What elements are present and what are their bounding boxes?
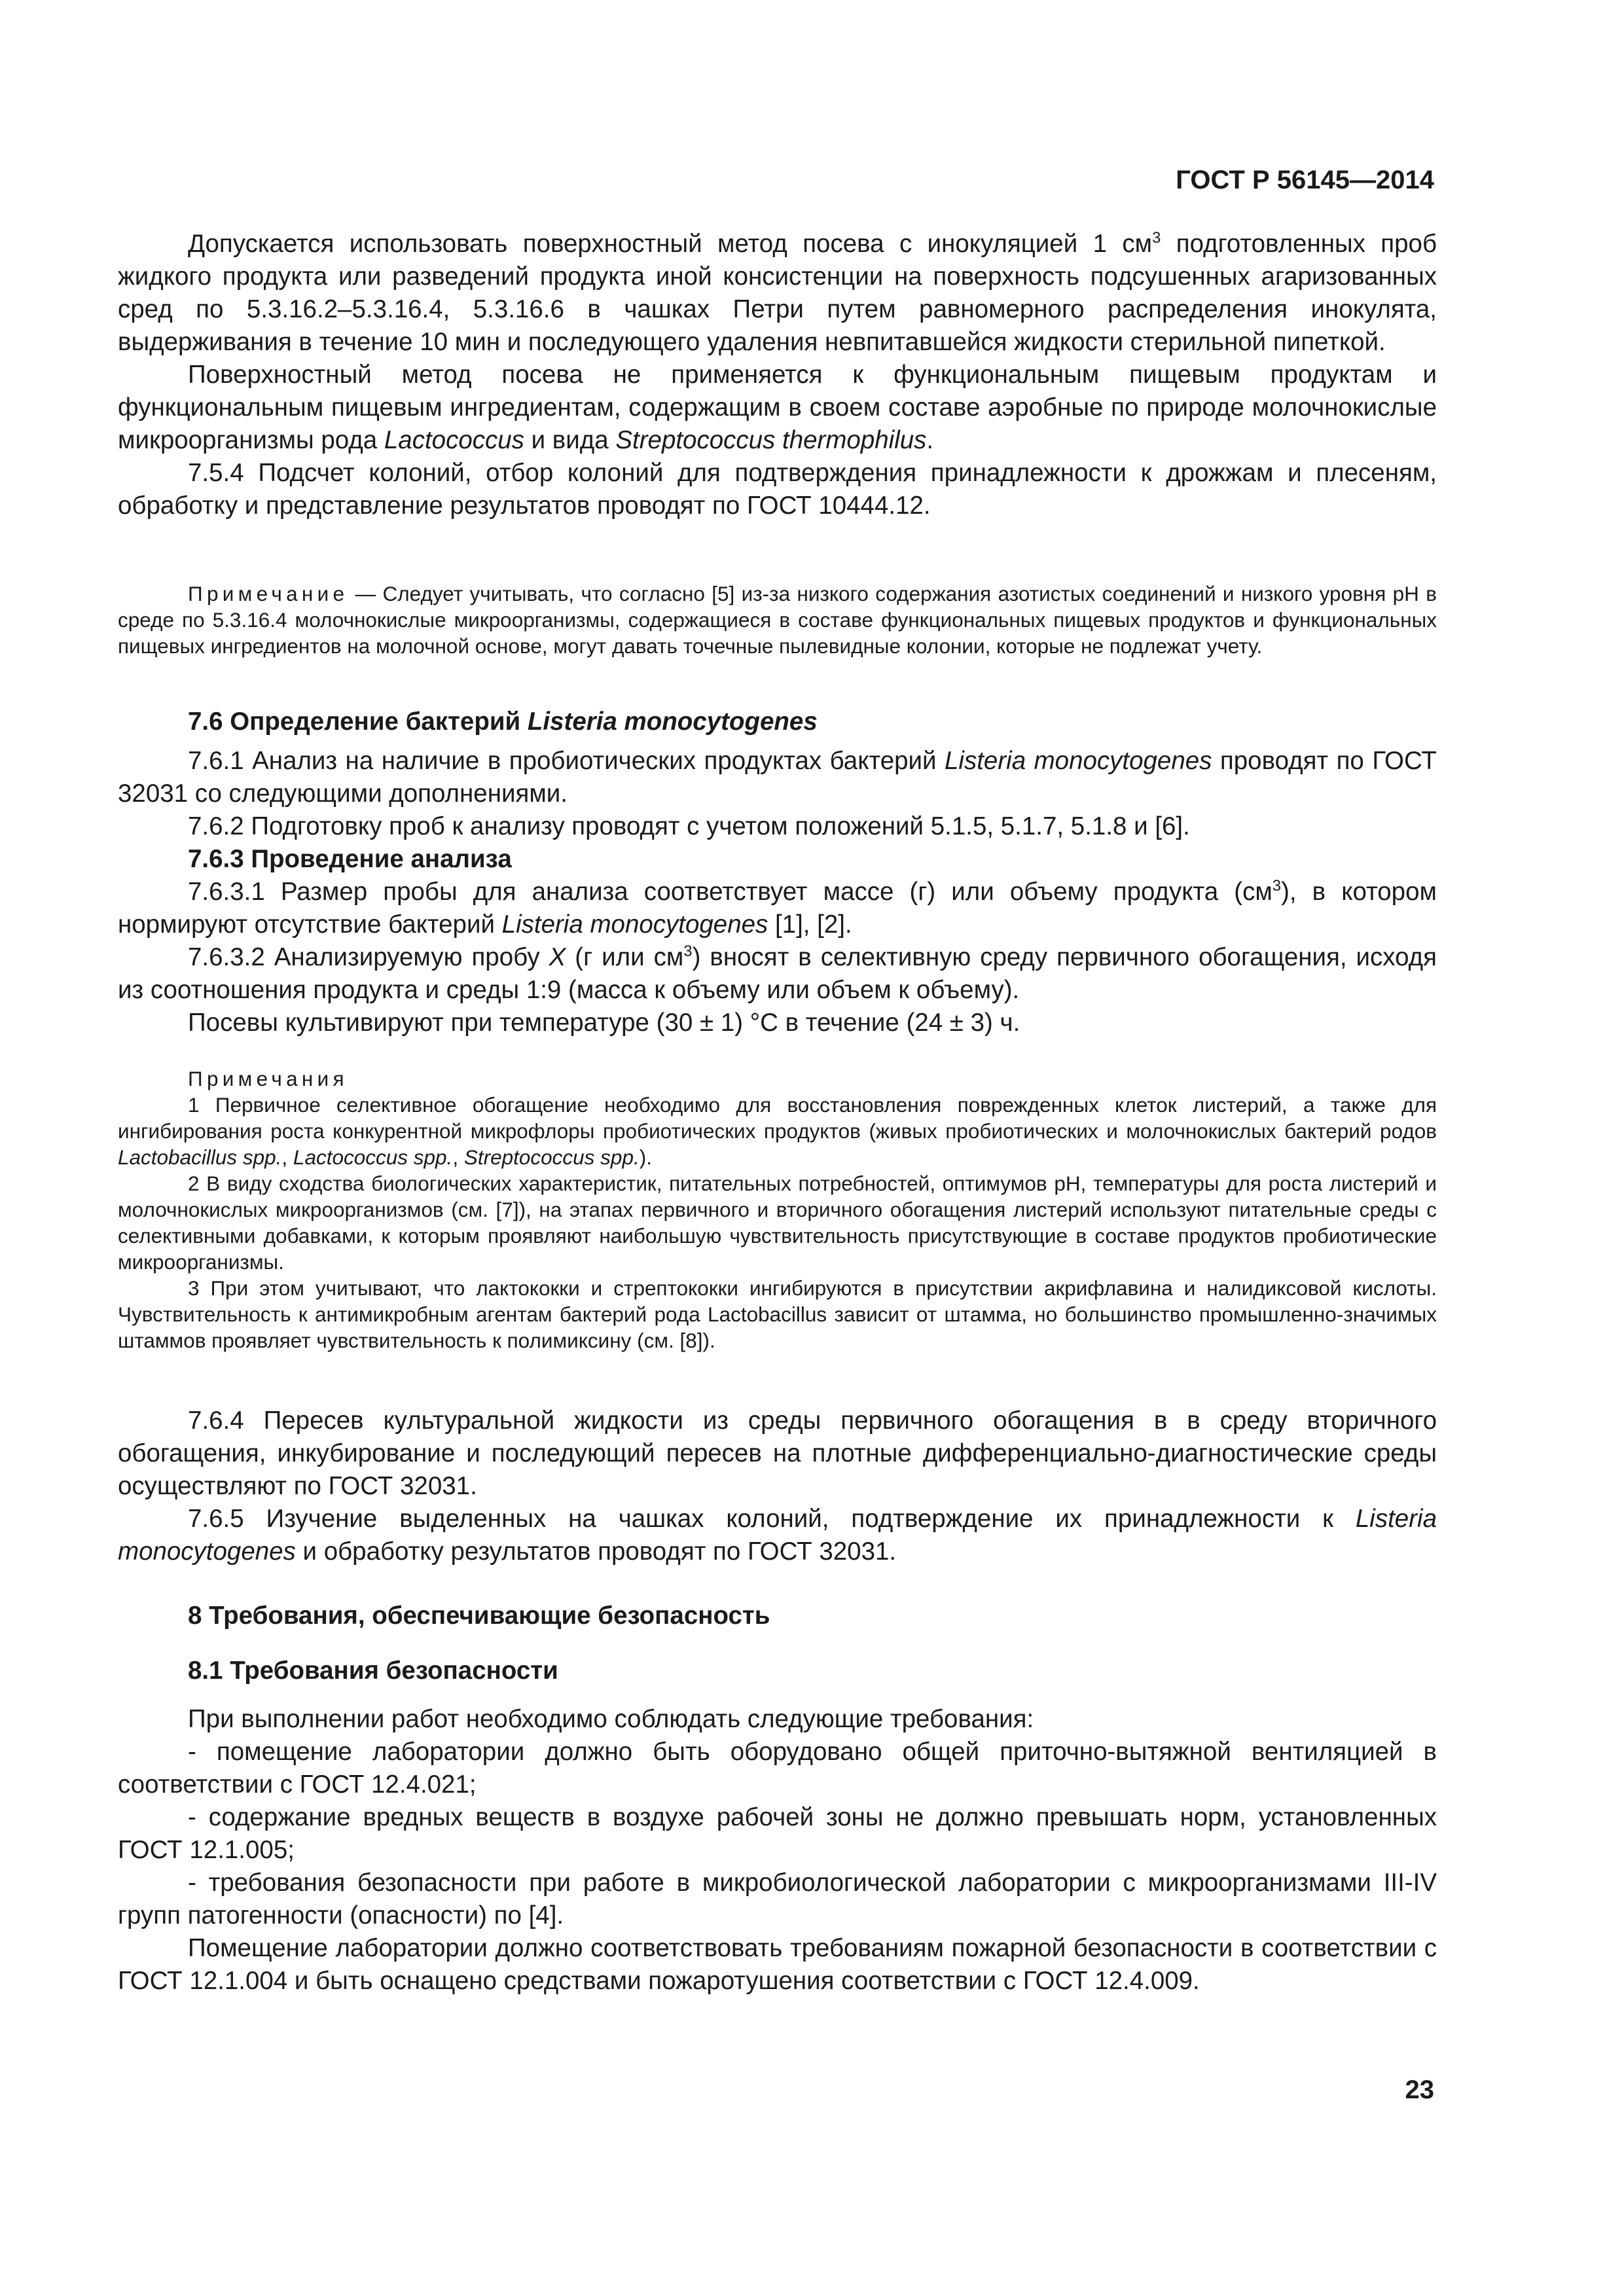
heading-7-6: 7.6 Определение бактерий Listeria monocytogenes [188,708,818,736]
paragraph-cultivation: Посевы культивируют при температуре (30 ± 1) °С в течение (24 ± 3) ч. [188,1009,1020,1037]
notes-2 [118,1066,1437,1354]
requirement-item-3: - требования безопасности при работе в микробиологической лаборатории с микроорганизмами III-IV групп патогенности (опасности) по [4]. [118,1869,1437,1929]
section-7-6 [118,706,1437,1039]
paragraph-7-6-1: 7.6.1 Анализ на наличие в пробиотических продуктах бактерий Listeria monocytogenes проводят по ГОСТ 32031 со следующими дополнениями. [118,747,1437,808]
requirement-item-1: - помещение лаборатории должно быть оборудовано общей приточно-вытяжной вентиляцией в соответствии с ГОСТ 12.4.021; [118,1738,1437,1799]
heading-7-6-3: 7.6.3 Проведение анализа [188,845,512,873]
paragraph-7-6-3-2: 7.6.3.2 Анализируемую пробу X (г или $см^3$) вносят в селективную среду первичного обогащения, исходя из соотношения продукта и среды 1:9 (масса к объему или объем к объему). [118,942,1437,1004]
paragraph-requirements-intro: При выполнении работ необходимо соблюдать следующие требования: [188,1705,1034,1733]
paragraph-7-5-4: 7.5.4 Подсчет колоний, отбор колоний для подтверждения принадлежности к дрожжам и плесеням, обработку и представление результатов проводят по ГОСТ 10444.12. [118,459,1437,520]
heading-8: 8 Требования, обеспечивающие безопасность [188,1602,770,1630]
paragraph-fire-safety: Помещение лаборатории должно соответствовать требованиям пожарной безопасности в соответствии с ГОСТ 12.1.004 и быть оснащено средствами пожаротушения соответствии с ГОСТ 12.4.009. [118,1934,1437,1995]
section-7-5-end [118,228,1437,522]
note-2-item-3: 3 При этом учитывают, что лактококки и стрептококки ингибируются в присутствии акрифлавина и налидиксовой кислоты. Чувствительность к антимикробным агентам бактерий рода Lactobacillus зависит от штамма, но большинство промышленно-значимых штаммов проявляет чувствительность к полимиксину (см. [8]). [118,1276,1437,1352]
paragraph-7-6-4: 7.6.4 Пересев культуральной жидкости из среды первичного обогащения в в среду вторичного обогащения, инкубирование и последующий пересев на плотные дифференциально-диагностические среды осуществляют по ГОСТ 32031. [118,1407,1437,1500]
section-8 [118,1600,1437,1998]
note-label: Примечание [188,582,349,605]
notes-label: Примечания [188,1067,348,1090]
heading-8-1: 8.1 Требования безопасности [188,1657,558,1685]
paragraph-surface-method: Допускается использовать поверхностный метод посева с инокуляцией 1 $см^3$ подготовленных проб жидкого продукта или разведений продукта иной консистенции на поверхность подсушенных агаризованных сред по 5.3.16.2–5.3.16.4, 5.3.16.6 в чашках Петри путем равномерного распределения инокулята, выдерживания в течение 10 мин и последующего удаления невпитавшейся жидкости стерильной пипеткой. [118,229,1437,356]
paragraph-7-6-2: 7.6.2 Подготовку проб к анализу проводят с учетом положений 5.1.5, 5.1.7, 5.1.8 и [6]. [188,812,1190,840]
paragraph-7-6-5: 7.6.5 Изучение выделенных на чашках колоний, подтверждение их принадлежности к Listeria monocytogenes и обработку результатов проводят по ГОСТ 32031. [118,1505,1437,1566]
note-2-item-2: 2 В виду сходства биологических характеристик, питательных потребностей, оптимумов pH, температуры для роста листерий и молочнокислых микроорганизмов (см. [7]), на этапах первичного и вторичного обогащения листерий используют питательные среды с селективными добавками, к которым проявляют наибольшую чувствительность присутствующие в составе продуктов пробиотические микроорганизмы. [118,1172,1437,1274]
page-header [1176,164,1434,196]
paragraph-surface-not-applied: Поверхностный метод посева не применяется к функциональным пищевым продуктам и функциональным пищевым ингредиентам, содержащим в своем составе аэробные по природе молочнокислые микроорганизмы рода Lactococcus и вида Streptococcus thermophilus. [118,361,1437,454]
paragraph-7-6-3-1: 7.6.3.1 Размер пробы для анализа соответствует массе (г) или объему продукта $(см^3)$, в котором нормируют отсутствие бактерий Listeria monocytogenes [1], [2]. [118,877,1437,939]
standard-id: ГОСТ Р 56145—2014 [1176,166,1434,194]
section-7-6-4-5 [118,1405,1437,1568]
note-1: Примечание — Следует учитывать, что согласно [5] из-за низкого содержания азотистых соединений и низкого уровня pH в среде по 5.3.16.4 молочнокислые микроорганизмы, содержащиеся в составе функциональных пищевых продуктов и функциональных пищевых ингредиентов на молочной основе, могут давать точечные пылевидные колонии, которые не подлежат учету. [118,582,1437,658]
page-number: 23 [1405,2075,1434,2104]
requirement-item-2: - содержание вредных веществ в воздухе рабочей зоны не должно превышать норм, установленных ГОСТ 12.1.005; [118,1803,1437,1864]
note-2-item-1: 1 Первичное селективное обогащение необходимо для восстановления поврежденных клеток листерий, а также для ингибирования роста конкурентной микрофлоры пробиотических продуктов (живых пробиотических и молочнокислых бактерий родов Lactobacillus spp., Lactococcus spp., Streptococcus spp.). [118,1093,1437,1169]
